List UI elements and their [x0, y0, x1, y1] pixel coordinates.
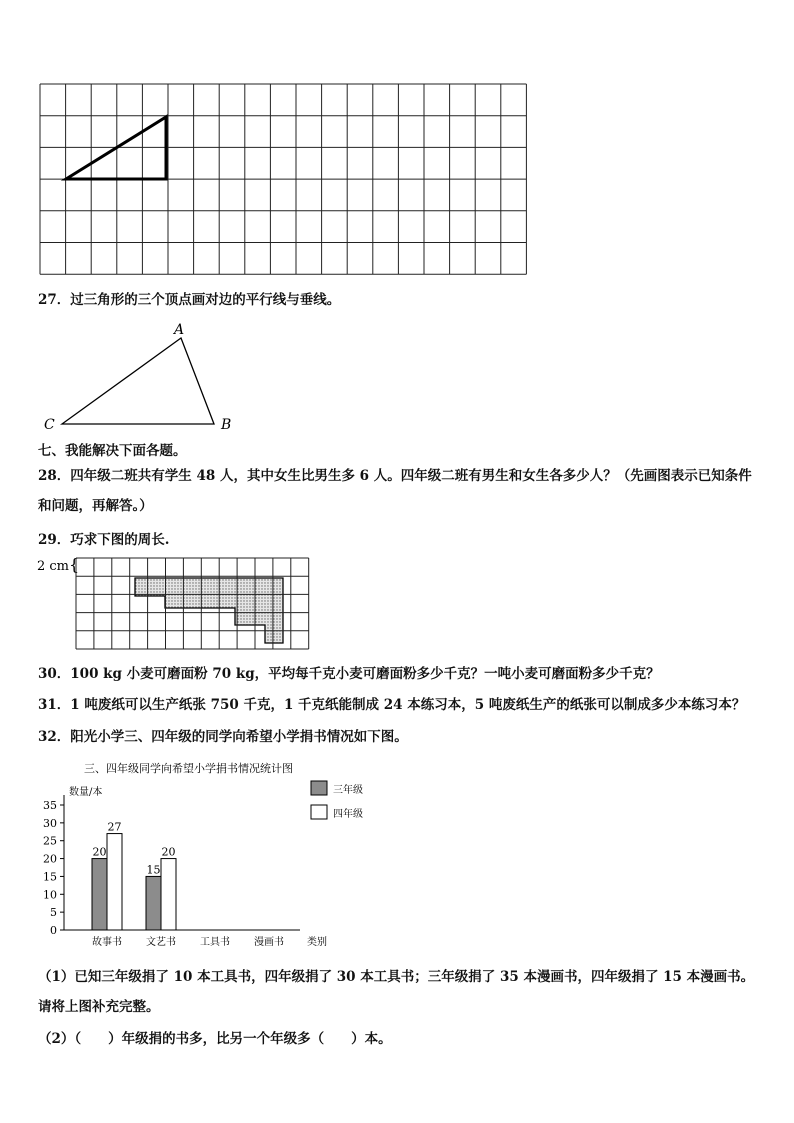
y-tick-label: 15 — [43, 870, 57, 884]
bar-四年级-文艺书 — [161, 859, 176, 930]
bar-三年级-故事书 — [92, 859, 107, 930]
grid-with-right-triangle — [0, 0, 794, 290]
legend-label-grade3: 三年级 — [333, 785, 363, 796]
question-30: 30．100 kg 小麦可磨面粉 70 kg，平均每千克小麦可磨面粉多少千克？一吨小麦可磨面粉多少千克？ — [38, 666, 660, 682]
question-31: 31．1 吨废纸可以生产纸张 750 千克，1 千克纸能制成 24 本练习本，5 吨废纸生产的纸张可以制成多少本练习本？ — [38, 697, 746, 713]
bar-value-label: 20 — [161, 845, 176, 859]
y-tick-label: 0 — [50, 924, 57, 937]
shaded-region — [135, 578, 283, 643]
question-27: 27．过三角形的三个顶点画对边的平行线与垂线。 — [38, 292, 341, 308]
triangle-abc — [0, 318, 300, 438]
question-32-part-1: （1）已知三年级捐了 10 本工具书，四年级捐了 30 本工具书；三年级捐了 35 本漫画书，四年级捐了 15 本漫画书。请将上图补充完整。 — [38, 969, 755, 1015]
y-axis-label: 数量/本 — [69, 787, 103, 798]
label-a: A — [174, 322, 185, 338]
question-32: 32．阳光小学三、四年级的同学向希望小学捐书情况如下图。 — [38, 729, 408, 745]
y-tick-label: 30 — [43, 816, 57, 830]
bar-value-label: 15 — [146, 863, 161, 877]
y-tick-label: 5 — [50, 906, 57, 920]
legend-swatch-grade3 — [311, 781, 327, 795]
y-tick-label: 10 — [43, 888, 57, 902]
bar-三年级-文艺书 — [146, 876, 161, 930]
bar-四年级-故事书 — [107, 834, 122, 930]
question-32-part-2: （2）（ ）年级捐的书多，比另一个年级多（ ）本。 — [38, 1031, 392, 1047]
bar-chart — [0, 755, 420, 955]
x-axis-label: 类别 — [307, 937, 327, 948]
legend-swatch-grade4 — [311, 805, 327, 819]
perimeter-figure — [0, 550, 320, 660]
legend-label-grade4: 四年级 — [333, 809, 363, 820]
bar-value-label: 20 — [92, 845, 107, 859]
label-b: B — [221, 417, 232, 433]
question-28: 28．四年级二班共有学生 48 人，其中女生比男生多 6 人。四年级二班有男生和女生各多少人？（先画图表示已知条件和问题，再解答。） — [38, 468, 752, 514]
bar-value-label: 27 — [107, 820, 122, 834]
section-heading: 七、我能解决下面各题。 — [38, 443, 187, 459]
y-tick-label: 35 — [43, 799, 57, 812]
grid-triangle — [66, 117, 166, 179]
x-tick-label: 文艺书 — [146, 937, 176, 948]
brace: { — [69, 555, 80, 574]
dimension-label: 2 cm — [37, 559, 70, 574]
chart-title: 三、四年级同学向希望小学捐书情况统计图 — [84, 762, 293, 775]
x-tick-label: 漫画书 — [254, 937, 284, 948]
y-tick-label: 25 — [43, 834, 57, 848]
x-tick-label: 工具书 — [200, 937, 230, 948]
x-tick-label: 故事书 — [92, 937, 122, 948]
label-c: C — [44, 417, 55, 433]
y-tick-label: 20 — [43, 852, 57, 866]
question-29: 29．巧求下图的周长. — [38, 532, 170, 548]
